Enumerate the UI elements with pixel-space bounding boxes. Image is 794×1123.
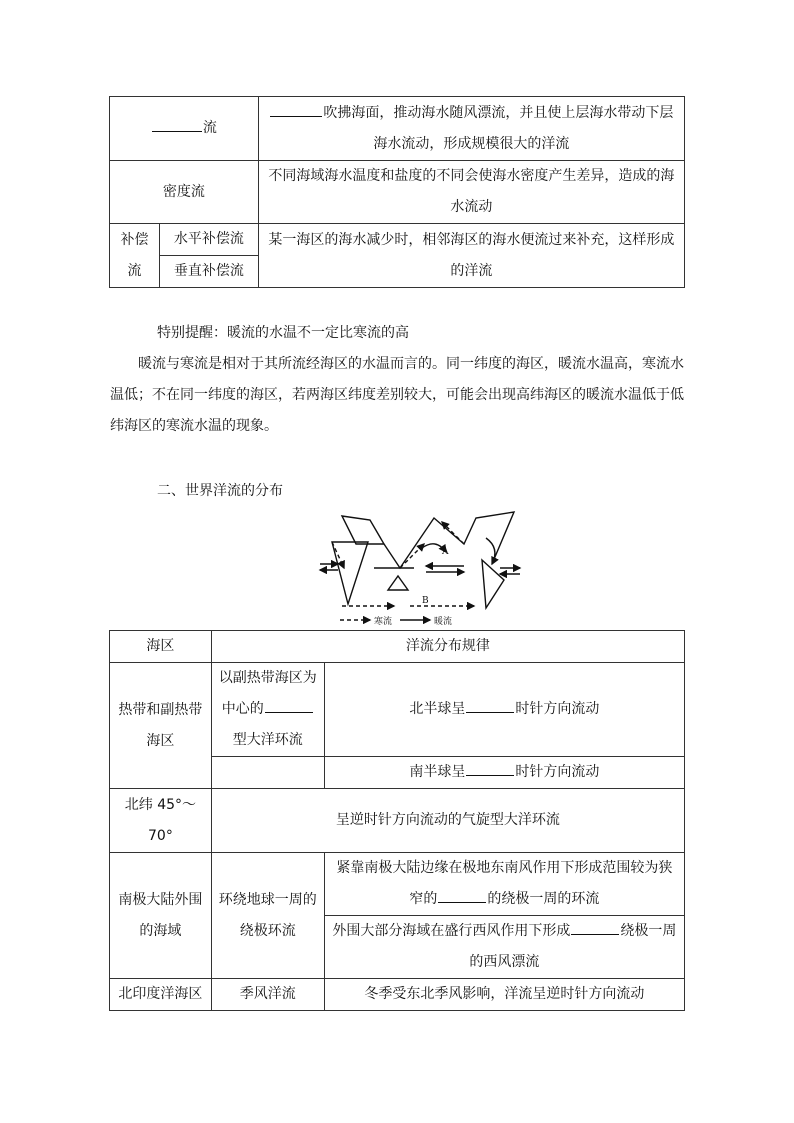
- tropical-south-empty: [211, 757, 324, 789]
- table-row: [110, 853, 685, 916]
- wind-current-desc: 吹拂海面，推动海水随风漂流，并且使上层海水带动下层海水流动，形成规模很大的洋流: [258, 97, 684, 161]
- label-b: B: [422, 596, 429, 606]
- antarctic-rule-outer: 外围大部分海域在盛行西风作用下形成 绕极一周的西风漂流: [324, 916, 684, 979]
- tropical-gyre-type: 以副热带海区为中心的型大洋环流: [211, 663, 324, 757]
- table-row: [110, 97, 685, 161]
- table-row: [110, 631, 685, 663]
- density-current-name: 密度流: [110, 161, 259, 224]
- blank: [438, 884, 486, 903]
- indian-monsoon: 季风洋流: [211, 979, 324, 1011]
- island: [388, 576, 408, 590]
- indian-region: 北印度洋海区: [110, 979, 212, 1011]
- north45-region: 北纬 45°～70°: [110, 789, 212, 853]
- blank: [466, 694, 514, 713]
- blank: [152, 113, 202, 132]
- antarctic-rule-inner: 紧靠南极大陆边缘在极地东南风作用下形成范围较为狭窄的 的绕极一周的环流: [324, 853, 684, 916]
- right-land-lower: [482, 560, 504, 608]
- north45-rule: 呈逆时针方向流动的气旋型大洋环流: [211, 789, 684, 853]
- table-row: [110, 663, 685, 757]
- vertical-compensation: 垂直补偿流: [159, 256, 258, 288]
- left-land-outline: [342, 516, 384, 544]
- indian-rule: 冬季受东北季风影响，洋流呈逆时针方向流动: [324, 979, 684, 1011]
- tropical-north-rule: 北半球呈 时针方向流动: [324, 663, 684, 757]
- density-current-desc: 不同海域海水温度和盐度的不同会使海水密度产生差异，造成的海水流动: [258, 161, 684, 224]
- header-rule: 洋流分布规律: [211, 631, 684, 663]
- section-title: 二、世界洋流的分布: [157, 483, 283, 499]
- tropical-region: 热带和副热带海区: [110, 663, 212, 789]
- antarctic-circumpolar: 环绕地球一周的绕极环流: [211, 853, 324, 979]
- compensation-current-desc: 某一海区的海水减少时，相邻海区的海水便流过来补充，这样形成的洋流: [258, 224, 684, 288]
- tip-body: 暖流与寒流是相对于其所流经海区的水温而言的。同一纬度的海区，暖流水温高，寒流水温低；不在同一纬度的海区，若两海区纬度差别较大，可能会出现高纬海区的暖流水温低于低纬海区的寒流水温的现象。: [110, 356, 684, 434]
- left-land-lower: [332, 542, 368, 604]
- table-row: [110, 161, 685, 224]
- label-a: A: [442, 547, 449, 557]
- antarctic-region: 南极大陆外围的海域: [110, 853, 212, 979]
- legend-warm: 暖流: [434, 617, 453, 627]
- header-region: 海区: [110, 631, 212, 663]
- blank: [270, 98, 322, 117]
- table-row: [110, 979, 685, 1011]
- ocean-current-diagram: [314, 508, 524, 630]
- table-row: [110, 789, 685, 853]
- table-row: [110, 224, 685, 256]
- tip-title: 特别提醒：暖流的水温不一定比寒流的高: [157, 325, 409, 341]
- wind-current-name: 流: [110, 97, 259, 161]
- blank: [265, 694, 313, 713]
- blank: [571, 916, 619, 935]
- compensation-current-name: 补偿流: [110, 224, 160, 288]
- current-type-table: [109, 96, 685, 288]
- legend-cold: 寒流: [374, 617, 393, 627]
- current-distribution-table: [109, 630, 685, 1011]
- horizontal-compensation: 水平补偿流: [159, 224, 258, 256]
- blank: [466, 757, 514, 776]
- tropical-south-rule: 南半球呈 时针方向流动: [324, 757, 684, 789]
